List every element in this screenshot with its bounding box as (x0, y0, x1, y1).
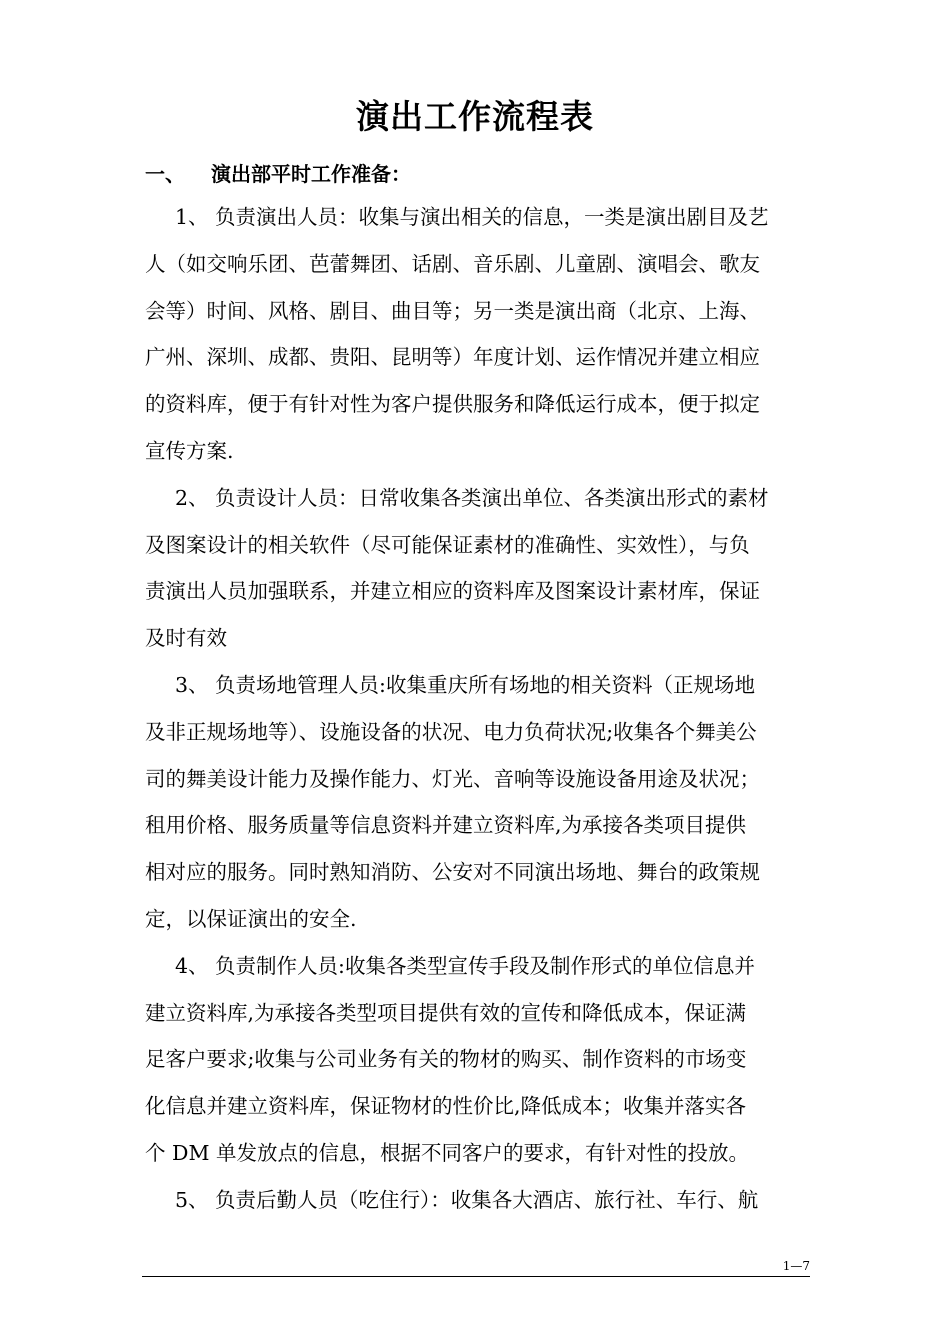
paragraph-line: 人（如交响乐团、芭蕾舞团、话剧、音乐剧、儿童剧、演唱会、歌友 (145, 251, 760, 276)
section-number: 一、 (145, 162, 185, 186)
document-title: 演出工作流程表 (356, 97, 594, 136)
paragraph-line: 司的舞美设计能力及操作能力、灯光、音响等设施设备用途及状况； (145, 766, 760, 791)
section-heading-text: 演出部平时工作准备： (211, 162, 411, 186)
paragraph-logistics (145, 1177, 811, 1224)
paragraph-line: 4、 负责制作人员:收集各类型宣传手段及制作形式的单位信息并 (175, 953, 755, 978)
paragraph-line: 宣传方案. (145, 438, 234, 463)
paragraph-line: 2、 负责设计人员：日常收集各类演出单位、各类演出形式的素材 (175, 485, 769, 510)
paragraph-venue-managers (145, 662, 811, 943)
paragraph-designers (145, 475, 811, 662)
paragraph-line: 足客户要求;收集与公司业务有关的物材的购买、制作资料的市场变 (145, 1047, 747, 1072)
paragraph-line: 租用价格、服务质量等信息资料并建立资料库,为承接各类项目提供 (145, 813, 747, 838)
paragraph-line: 的资料库，便于有针对性为客户提供服务和降低运行成本，便于拟定 (145, 392, 760, 417)
paragraph-performers (145, 194, 811, 475)
paragraph-line: 广州、深圳、成都、贵阳、昆明等）年度计划、运作情况并建立相应 (145, 345, 760, 370)
paragraph-line: 会等）时间、风格、剧目、曲目等；另一类是演出商（北京、上海、 (145, 298, 760, 323)
paragraph-line: 及非正规场地等）、设施设备的状况、电力负荷状况;收集各个舞美公 (145, 719, 757, 744)
paragraph-line: 1、 负责演出人员：收集与演出相关的信息，一类是演出剧目及艺 (175, 205, 769, 229)
paragraph-line: 个 DM 单发放点的信息，根据不同客户的要求，有针对性的投放。 (145, 1140, 749, 1165)
paragraph-line: 建立资料库,为承接各类型项目提供有效的宣传和降低成本，保证满 (145, 1000, 747, 1025)
paragraph-line: 5、 负责后勤人员（吃住行）：收集各大酒店、旅行社、车行、航 (175, 1187, 759, 1212)
paragraph-line: 化信息并建立资料库，保证物材的性价比,降低成本；收集并落实各 (145, 1094, 747, 1119)
paragraph-line: 定，以保证演出的安全. (145, 906, 357, 931)
paragraph-production (145, 943, 811, 1177)
paragraph-line: 3、 负责场地管理人员:收集重庆所有场地的相关资料（正规场地 (175, 672, 755, 697)
section-heading (145, 156, 411, 192)
paragraph-line: 相对应的服务。同时熟知消防、公安对不同演出场地、舞台的政策规 (145, 860, 760, 885)
page-number: 1—7 (782, 1259, 810, 1273)
paragraph-line: 及时有效 (145, 626, 227, 651)
paragraph-line: 责演出人员加强联系，并建立相应的资料库及图案设计素材库，保证 (145, 579, 760, 604)
document-body (145, 194, 811, 1224)
footer-divider (142, 1276, 810, 1277)
paragraph-line: 及图案设计的相关软件（尽可能保证素材的准确性、实效性），与负 (145, 532, 750, 557)
